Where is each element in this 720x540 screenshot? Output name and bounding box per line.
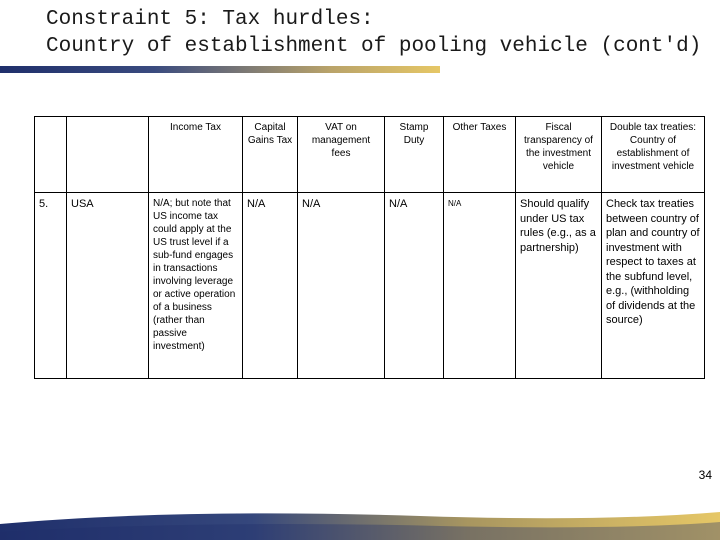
- slide-title-line2: Country of establishment of pooling vehicle (cont'd): [46, 35, 702, 58]
- cell-other-taxes: N/A: [444, 193, 516, 379]
- cell-double-tax-treaties: Check tax treaties between country of plan and country of investment with respect to taxes at the subfund level, e.g., (withholding of dividends at the source): [602, 193, 705, 379]
- cell-capital-gains-tax: N/A: [243, 193, 298, 379]
- table-header-row: [35, 117, 705, 193]
- slide-title-line1: Constraint 5: Tax hurdles:: [46, 8, 374, 31]
- bottom-decorative-band: [0, 510, 720, 540]
- tax-hurdles-table: [34, 116, 705, 379]
- cell-income-tax: N/A; but note that US income tax could apply at the US trust level if a sub-fund engages in transactions involving leverage or active operation of a business (rather than passive investment): [149, 193, 243, 379]
- header-capital-gains-tax: Capital Gains Tax: [243, 117, 298, 193]
- header-cell-country: [67, 117, 149, 193]
- cell-fiscal-transparency: Should qualify under US tax rules (e.g., as a partnership): [516, 193, 602, 379]
- page-number: 34: [698, 468, 712, 482]
- cell-row-number: 5.: [35, 193, 67, 379]
- slide-title: [46, 6, 706, 60]
- header-stamp-duty: Stamp Duty: [385, 117, 444, 193]
- header-other-taxes: Other Taxes: [444, 117, 516, 193]
- header-vat-management-fees: VAT on management fees: [298, 117, 385, 193]
- cell-stamp-duty: N/A: [385, 193, 444, 379]
- header-fiscal-transparency: Fiscal transparency of the investment vehicle: [516, 117, 602, 193]
- header-cell-number: [35, 117, 67, 193]
- header-double-tax-treaties: Double tax treaties: Country of establishment of investment vehicle: [602, 117, 705, 193]
- cell-vat: N/A: [298, 193, 385, 379]
- table-row: [35, 193, 705, 379]
- header-income-tax: Income Tax: [149, 117, 243, 193]
- cell-country: USA: [67, 193, 149, 379]
- title-underline-bar: [0, 66, 440, 73]
